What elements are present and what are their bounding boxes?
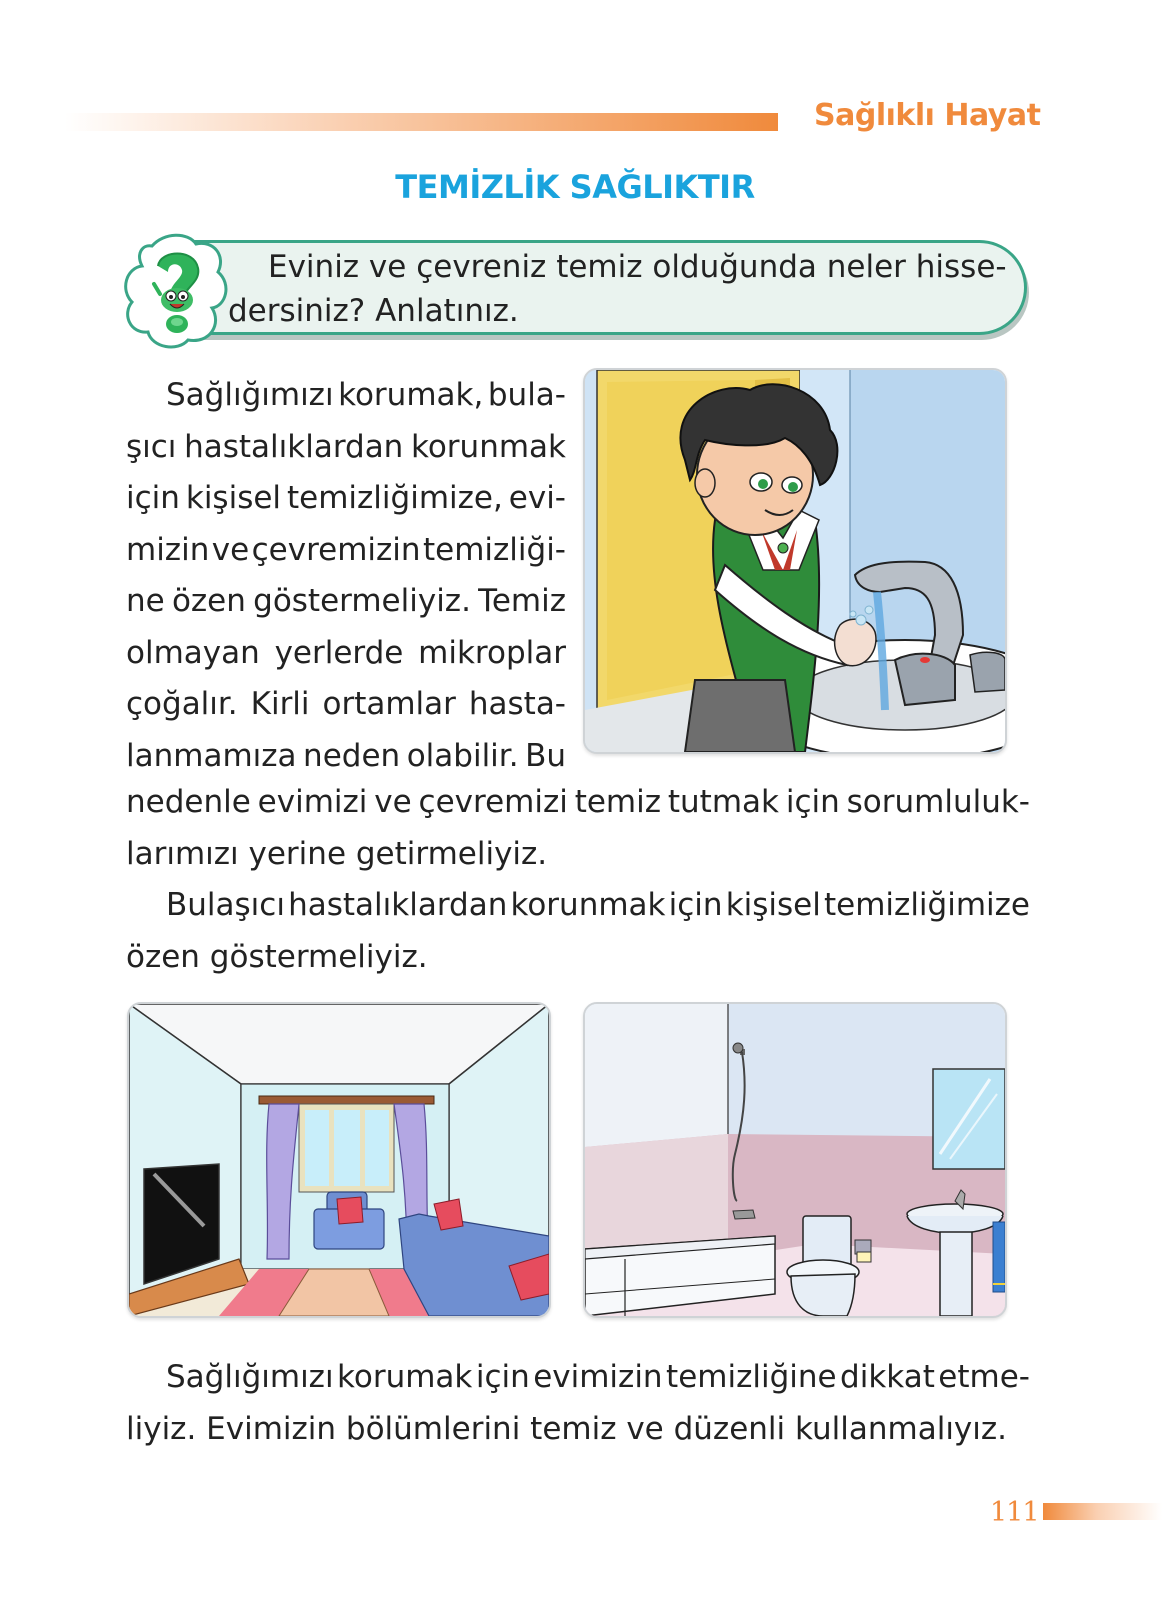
- paragraph-line: liyiz. Evimizin bölümlerini temiz ve düzenli kullanmalıyız.: [126, 1410, 1008, 1447]
- paragraph-3: [126, 1352, 1030, 1455]
- page-title: [0, 168, 1162, 206]
- paragraph-line: Sağlığımızı korumak, bula-: [166, 377, 566, 413]
- paragraph-line: nedenle evimizi ve çevremizi temiz tutmak için sorumluluk-: [126, 784, 1030, 820]
- paragraph-line: larımızı yerine getirmeliyiz.: [126, 835, 548, 872]
- page-number: 111: [990, 1497, 1039, 1528]
- question-text: [228, 245, 1018, 333]
- question-line-1: Eviniz ve çevreniz temiz olduğunda neler hisse-: [268, 249, 1007, 285]
- question-box: [190, 240, 1027, 335]
- paragraph-2: [126, 880, 1030, 983]
- section-label: Sağlıklı Hayat: [814, 98, 1041, 133]
- paragraph-line: çoğalır. Kirli ortamlar hasta-: [126, 686, 566, 722]
- boy-washing-hands-illustration: [583, 368, 1007, 754]
- paragraph-line: Sağlığımızı korumak için evimizin temizliğine dikkat etme-: [166, 1359, 1030, 1395]
- paragraph-line: olmayan yerlerde mikroplar: [126, 634, 566, 671]
- page-title-text: TEMİZLİK SAĞLIKTIR: [395, 168, 755, 206]
- paragraph-line: özen göstermeliyiz.: [126, 938, 428, 975]
- footer-gradient-bar: [1043, 1503, 1162, 1520]
- question-mark-mascot-icon: [122, 232, 232, 350]
- question-line-2: dersiniz? Anlatınız.: [228, 293, 519, 329]
- paragraph-line: ne özen göstermeliyiz. Temiz: [126, 583, 566, 619]
- paragraph-line: Bulaşıcı hastalıklardan korunmak için kişisel temizliğimize: [166, 887, 1030, 923]
- living-room-illustration: [127, 1002, 551, 1318]
- bathroom-illustration: [583, 1002, 1007, 1318]
- paragraph-1-continued: [126, 777, 1030, 880]
- paragraph-1: [126, 370, 566, 782]
- paragraph-line: için kişisel temizliğimize, evi-: [126, 480, 566, 516]
- header-gradient-bar: [65, 113, 778, 131]
- paragraph-line: şıcı hastalıklardan korunmak: [126, 428, 566, 465]
- paragraph-line: lanmamıza neden olabilir. Bu: [126, 737, 566, 774]
- paragraph-line: mizin ve çevremizin temizliği-: [126, 531, 566, 568]
